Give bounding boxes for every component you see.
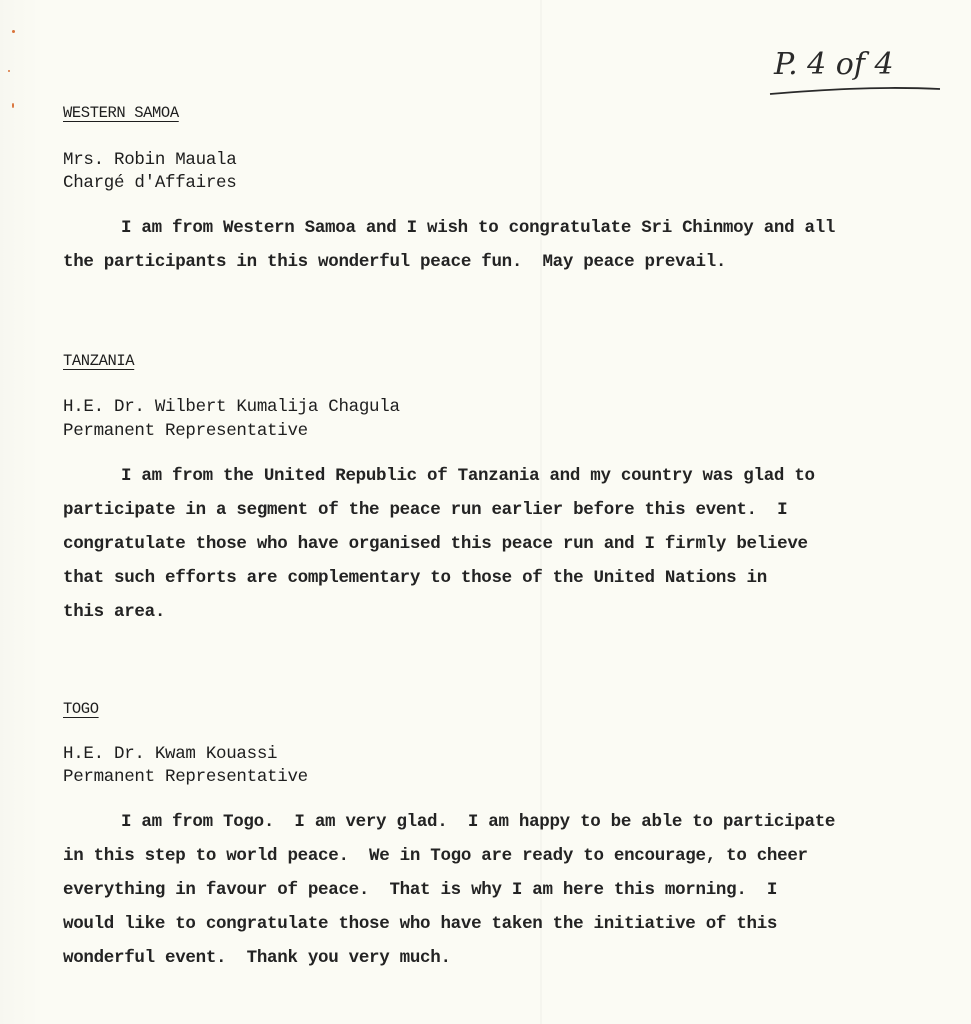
representative-name: H.E. Dr. Kwam Kouassi <box>63 744 278 764</box>
paper-speck <box>8 70 10 72</box>
statement-line: I am from Western Samoa and I wish to congratulate Sri Chinmoy and all <box>121 218 836 238</box>
statement-line: would like to congratulate those who have taken the initiative of this <box>63 914 778 934</box>
statement-line: this area. <box>63 602 166 622</box>
representative-name: H.E. Dr. Wilbert Kumalija Chagula <box>63 397 400 417</box>
country-heading-tanzania: TANZANIA <box>63 352 135 370</box>
statement-line: congratulate those who have organised this peace run and I firmly believe <box>63 534 808 554</box>
statement-line: the participants in this wonderful peace fun. May peace prevail. <box>63 252 727 272</box>
statement <box>63 211 943 279</box>
statement-line: I am from Togo. I am very glad. I am happy to be able to participate <box>121 812 836 832</box>
statement-line: I am from the United Republic of Tanzania and my country was glad to <box>121 466 815 486</box>
statement-line: that such efforts are complementary to those of the United Nations in <box>63 568 767 588</box>
statement-line: everything in favour of peace. That is why I am here this morning. I <box>63 880 778 900</box>
representative-title: Permanent Representative <box>63 767 308 787</box>
handwritten-page-number <box>768 36 943 100</box>
statement-line: participate in a segment of the peace run earlier before this event. I <box>63 500 788 520</box>
statement <box>63 805 943 975</box>
representative-title: Permanent Representative <box>63 421 308 441</box>
statement-line: in this step to world peace. We in Togo are ready to encourage, to cheer <box>63 846 808 866</box>
representative-name: Mrs. Robin Mauala <box>63 150 237 170</box>
paper-speck <box>12 103 14 108</box>
page-mark-text: P. 4 of 4 <box>774 47 894 82</box>
paper-speck <box>12 30 15 33</box>
representative-title: Chargé d'Affaires <box>63 173 237 193</box>
country-heading-togo: TOGO <box>63 700 99 718</box>
country-heading-western-samoa: WESTERN SAMOA <box>63 104 179 122</box>
statement <box>63 459 943 629</box>
statement-line: wonderful event. Thank you very much. <box>63 948 451 968</box>
